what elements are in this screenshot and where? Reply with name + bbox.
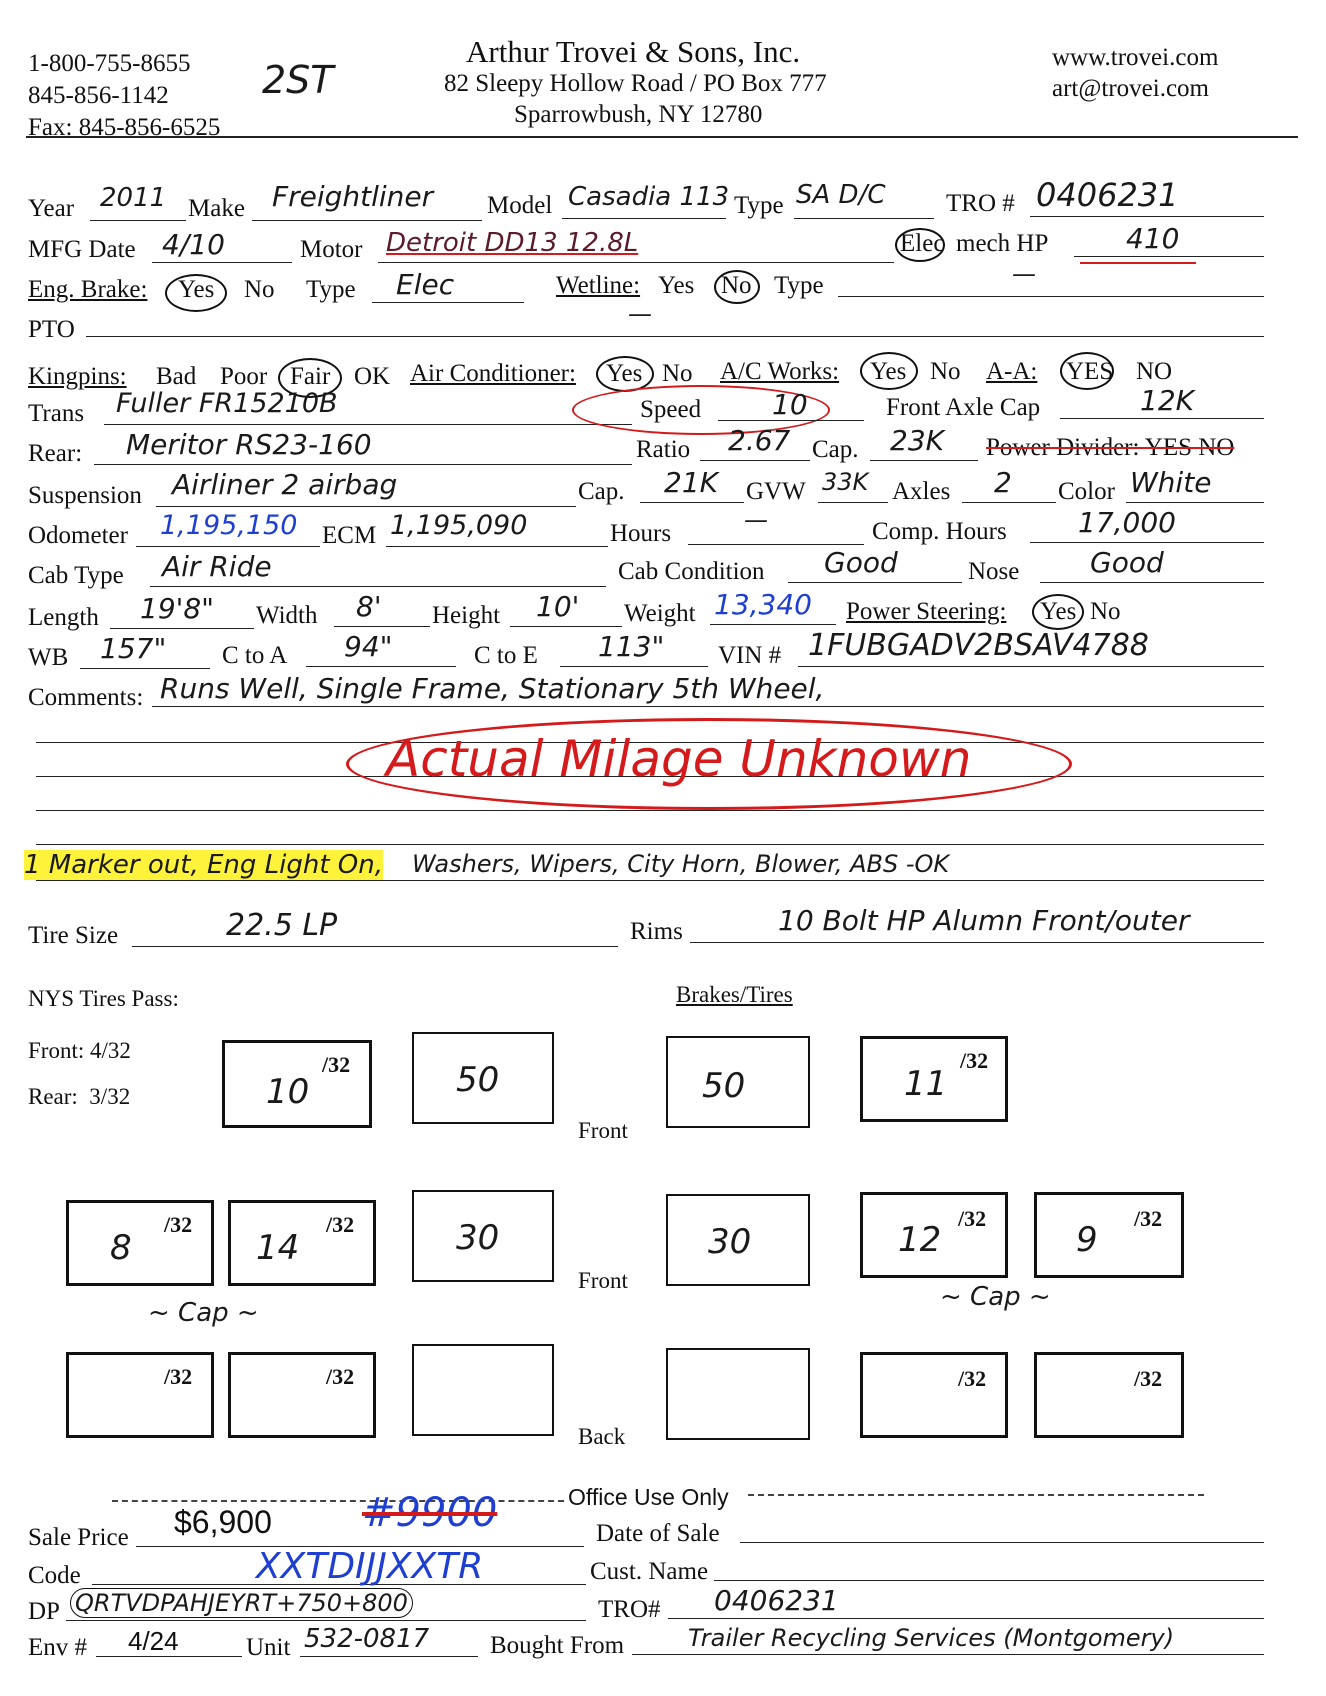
office-use-only-label: Office Use Only xyxy=(568,1484,729,1510)
eng-brake-type-value[interactable]: Elec xyxy=(396,268,455,301)
company-email[interactable]: art@trovei.com xyxy=(1052,75,1209,102)
eng-brake-no[interactable]: No xyxy=(244,276,275,303)
vin-value[interactable]: 1FUBGADV2BSAV4788 xyxy=(808,628,1149,663)
bought-from-label: Bought From xyxy=(490,1632,625,1659)
mfg-date-line xyxy=(152,262,292,263)
width-line xyxy=(334,626,430,627)
date-of-sale-line xyxy=(740,1542,1264,1543)
weight-value[interactable]: 13,340 xyxy=(714,588,812,621)
motor-line xyxy=(378,262,894,263)
company-address-2: Sparrowbush, NY 12780 xyxy=(514,101,763,128)
cab-condition-label: Cab Condition xyxy=(618,558,765,585)
rims-line xyxy=(690,942,1264,943)
ecm-value[interactable]: 1,195,090 xyxy=(390,510,528,541)
tread-value[interactable]: 14 xyxy=(256,1228,300,1268)
rims-label: Rims xyxy=(630,918,683,945)
year-value[interactable]: 2011 xyxy=(100,183,167,213)
power-steering-no[interactable]: No xyxy=(1090,598,1121,625)
speed-value[interactable]: 10 xyxy=(772,388,808,421)
front-axle-cap-line xyxy=(1060,418,1264,419)
ac-no[interactable]: No xyxy=(662,360,693,387)
wetline-type-value[interactable]: — xyxy=(1012,260,1036,288)
fax-number: Fax: 845-856-6525 xyxy=(28,114,221,141)
width-label: Width xyxy=(256,602,318,629)
hours-label: Hours xyxy=(610,520,672,547)
suspension-value[interactable]: Airliner 2 airbag xyxy=(172,468,398,501)
cap-note-right: ~ Cap ~ xyxy=(940,1282,1051,1312)
tread-value[interactable]: 11 xyxy=(904,1064,948,1104)
tro-office-value[interactable]: 0406231 xyxy=(714,1584,839,1617)
speed-label: Speed xyxy=(640,396,702,423)
length-label: Length xyxy=(28,604,99,631)
c-to-e-line xyxy=(560,666,708,667)
company-website[interactable]: www.trovei.com xyxy=(1052,44,1219,71)
tread-value[interactable]: 10 xyxy=(266,1072,310,1112)
height-value[interactable]: 10' xyxy=(536,590,580,623)
height-line xyxy=(510,626,622,627)
kingpins-fair[interactable]: Fair xyxy=(290,363,331,390)
cab-type-label: Cab Type xyxy=(28,562,124,589)
ecm-line xyxy=(386,546,608,547)
suspension-cap-label: Cap. xyxy=(578,478,625,505)
nose-value[interactable]: Good xyxy=(1090,546,1164,579)
gvw-line xyxy=(818,502,888,503)
dp-label: DP xyxy=(28,1598,60,1625)
cust-name-line xyxy=(714,1580,1264,1581)
dp-value[interactable]: QRTVDPAHJEYRT+750+800 xyxy=(70,1588,413,1618)
cab-condition-value[interactable]: Good xyxy=(824,546,898,579)
wb-value[interactable]: 157" xyxy=(100,632,167,665)
brake-box[interactable] xyxy=(666,1348,810,1440)
aa-no[interactable]: NO xyxy=(1136,358,1173,385)
cust-name-label: Cust. Name xyxy=(590,1558,709,1585)
unit-value[interactable]: 532-0817 xyxy=(304,1624,430,1654)
weight-line xyxy=(710,624,836,625)
bought-from-line xyxy=(632,1654,1264,1655)
suspension-cap-line xyxy=(640,502,744,503)
type-label: Type xyxy=(734,192,784,219)
cab-type-line xyxy=(150,586,606,587)
comments-line-1 xyxy=(152,706,1264,707)
axles-value[interactable]: 2 xyxy=(994,466,1012,499)
code-label: Code xyxy=(28,1562,81,1589)
comp-hours-label: Comp. Hours xyxy=(872,518,1007,545)
unit-line xyxy=(300,1656,478,1657)
comp-hours-line xyxy=(1030,542,1264,543)
mileage-note: Actual Milage Unknown xyxy=(386,730,972,788)
height-label: Height xyxy=(432,602,501,629)
suspension-label: Suspension xyxy=(28,482,142,509)
model-line xyxy=(562,218,726,219)
wetline-no[interactable]: No xyxy=(721,272,752,299)
make-label: Make xyxy=(188,195,245,222)
type-value[interactable]: SA D/C xyxy=(796,180,886,210)
phone-2: 845-856-1142 xyxy=(28,82,169,109)
odometer-line xyxy=(136,546,320,547)
wetline-label: Wetline: xyxy=(556,272,641,299)
aa-label: A-A: xyxy=(986,358,1038,385)
front-axle-label: Front xyxy=(578,1268,628,1293)
ac-works-label: A/C Works: xyxy=(720,358,840,385)
issues-rest: Washers, Wipers, City Horn, Blower, ABS -OK xyxy=(412,850,950,878)
hours-value[interactable]: — xyxy=(744,506,768,534)
eng-brake-label: Eng. Brake: xyxy=(28,276,148,303)
trans-label: Trans xyxy=(28,400,85,427)
tread-fraction: /32 xyxy=(326,1364,355,1389)
nose-line xyxy=(1040,582,1264,583)
tire-tread-box[interactable] xyxy=(1034,1352,1184,1438)
header-divider xyxy=(26,136,1298,138)
ac-works-no[interactable]: No xyxy=(930,358,961,385)
comments-line-4 xyxy=(36,810,1264,811)
length-line xyxy=(110,628,254,629)
sale-price-value[interactable]: $6,900 xyxy=(174,1504,272,1540)
power-divider-label: Power Divider: YES NO xyxy=(986,434,1235,461)
c-to-e-label: C to E xyxy=(474,642,538,669)
rear-cap-value[interactable]: 23K xyxy=(890,424,944,457)
c-to-a-value[interactable]: 94" xyxy=(344,630,393,663)
rear-label: Rear: xyxy=(28,440,83,467)
tire-size-value[interactable]: 22.5 LP xyxy=(226,908,338,943)
tread-fraction: /32 xyxy=(326,1212,355,1237)
nys-tires-pass-label: NYS Tires Pass: xyxy=(28,986,179,1011)
c-to-a-label: C to A xyxy=(222,642,288,669)
aa-yes[interactable]: YES xyxy=(1066,358,1114,385)
pto-label: PTO xyxy=(28,316,75,343)
rear-cap-line xyxy=(870,460,978,461)
hp-value[interactable]: 410 xyxy=(1126,222,1180,255)
color-label: Color xyxy=(1058,478,1115,505)
tread-value[interactable]: 9 xyxy=(1076,1220,1098,1260)
office-divider-right xyxy=(748,1494,1204,1496)
elec-label[interactable]: Elec xyxy=(900,230,945,257)
eng-brake-yes[interactable]: Yes xyxy=(178,276,215,303)
suspension-cap-value[interactable]: 21K xyxy=(664,466,718,499)
tread-fraction: /32 xyxy=(1134,1206,1163,1231)
weight-label: Weight xyxy=(624,600,696,627)
year-line xyxy=(90,220,186,221)
comp-hours-value[interactable]: 17,000 xyxy=(1078,506,1176,539)
wb-label: WB xyxy=(28,644,69,671)
model-value[interactable]: Casadia 113 xyxy=(568,182,730,212)
tro-office-line xyxy=(668,1618,1264,1619)
kingpins-bad[interactable]: Bad xyxy=(156,363,197,390)
dp-line xyxy=(66,1620,586,1621)
kingpins-poor[interactable]: Poor xyxy=(220,363,268,390)
motor-value[interactable]: Detroit DD13 12.8L xyxy=(386,228,639,258)
wetline-type-line xyxy=(838,296,1264,297)
front-axle-label: Front xyxy=(578,1118,628,1143)
make-line xyxy=(252,220,482,221)
tread-value[interactable]: 12 xyxy=(898,1220,942,1260)
mfg-date-value[interactable]: 4/10 xyxy=(162,228,225,261)
back-axle-label: Back xyxy=(578,1424,626,1449)
vin-line xyxy=(798,666,1264,667)
color-line xyxy=(1126,502,1264,503)
company-address-1: 82 Sleepy Hollow Road / PO Box 777 xyxy=(444,70,827,97)
suspension-line xyxy=(156,506,576,507)
motor-label: Motor xyxy=(300,236,363,263)
odometer-label: Odometer xyxy=(28,522,128,549)
type-line xyxy=(794,218,934,219)
ratio-line xyxy=(700,460,810,461)
old-price-value: #9900 xyxy=(362,1490,498,1536)
tread-fraction: /32 xyxy=(1134,1366,1163,1391)
tire-size-line xyxy=(132,946,618,947)
tread-fraction: /32 xyxy=(164,1212,193,1237)
nose-label: Nose xyxy=(968,558,1020,585)
vin-label: VIN # xyxy=(718,642,782,669)
env-label: Env # xyxy=(28,1634,88,1661)
trans-line xyxy=(104,424,632,425)
company-name: Arthur Trovei & Sons, Inc. xyxy=(466,34,801,69)
axles-label: Axles xyxy=(892,478,951,505)
axles-line xyxy=(962,502,1056,503)
pto-value[interactable]: — xyxy=(628,300,652,328)
ac-yes[interactable]: Yes xyxy=(606,360,643,387)
cab-type-value[interactable]: Air Ride xyxy=(162,550,272,583)
hp-red-underline xyxy=(1080,262,1196,264)
brake-value[interactable]: 50 xyxy=(456,1060,500,1100)
ac-works-yes[interactable]: Yes xyxy=(870,358,907,385)
mech-hp-label: mech HP xyxy=(956,230,1049,257)
comments-line-5 xyxy=(36,844,1264,845)
hp-line xyxy=(1074,256,1264,257)
front-axle-cap-label: Front Axle Cap xyxy=(886,394,1041,421)
air-conditioner-label: Air Conditioner: xyxy=(410,360,576,387)
ratio-value[interactable]: 2.67 xyxy=(728,424,791,457)
gvw-value[interactable]: 33K xyxy=(822,468,869,496)
c-to-a-line xyxy=(306,666,456,667)
brake-box[interactable] xyxy=(412,1344,554,1436)
power-steering-yes[interactable]: Yes xyxy=(1040,598,1077,625)
brake-value[interactable]: 50 xyxy=(702,1066,746,1106)
comments-value[interactable]: Runs Well, Single Frame, Stationary 5th Wheel, xyxy=(160,672,825,705)
pto-line xyxy=(86,336,1264,337)
rear-value[interactable]: Meritor RS23-160 xyxy=(126,428,372,461)
tread-value[interactable]: 8 xyxy=(110,1228,132,1268)
front-axle-cap-value[interactable]: 12K xyxy=(1140,384,1194,417)
tread-fraction: /32 xyxy=(960,1048,989,1073)
color-value[interactable]: White xyxy=(1130,466,1212,499)
kingpins-ok[interactable]: OK xyxy=(354,363,391,390)
brake-value[interactable]: 30 xyxy=(456,1218,500,1258)
tread-fraction: /32 xyxy=(958,1366,987,1391)
tire-size-label: Tire Size xyxy=(28,922,119,949)
cap-note-left: ~ Cap ~ xyxy=(148,1298,259,1328)
ratio-label: Ratio xyxy=(636,436,691,463)
issues-highlighted: 1 Marker out, Eng Light On, xyxy=(24,850,384,880)
year-label: Year xyxy=(28,195,75,222)
rear-cap-label: Cap. xyxy=(812,436,859,463)
comments-line-6 xyxy=(36,880,1264,881)
c-to-e-value[interactable]: 113" xyxy=(598,630,665,663)
rear-min-label: Rear: 3/32 xyxy=(28,1084,131,1109)
tread-fraction: /32 xyxy=(958,1206,987,1231)
tro-office-label: TRO# xyxy=(598,1596,661,1623)
odometer-value[interactable]: 1,195,150 xyxy=(160,510,298,541)
phone-1: 1-800-755-8655 xyxy=(28,50,191,77)
tread-fraction: /32 xyxy=(322,1052,351,1077)
rear-line xyxy=(94,464,632,465)
make-value[interactable]: Freightliner xyxy=(272,180,434,213)
gvw-label: GVW xyxy=(746,478,806,505)
cab-condition-line xyxy=(788,582,962,583)
handwritten-note: 2ST xyxy=(262,58,334,102)
front-min-label: Front: 4/32 xyxy=(28,1038,131,1063)
sale-price-label: Sale Price xyxy=(28,1524,129,1551)
tire-tread-box[interactable] xyxy=(860,1352,1008,1438)
brake-value[interactable]: 30 xyxy=(708,1222,752,1262)
tro-label: TRO # xyxy=(946,190,1015,217)
brakes-tires-label: Brakes/Tires xyxy=(676,982,793,1007)
ecm-label: ECM xyxy=(322,522,377,549)
power-steering-label: Power Steering: xyxy=(846,598,1007,625)
code-value[interactable]: XXTDIJJXXTR xyxy=(256,1546,484,1587)
trans-value[interactable]: Fuller FR15210B xyxy=(116,388,338,419)
tire-tread-box[interactable] xyxy=(1034,1192,1184,1278)
model-label: Model xyxy=(487,192,553,219)
length-value[interactable]: 19'8" xyxy=(140,592,215,625)
rims-value[interactable]: 10 Bolt HP Alumn Front/outer xyxy=(778,904,1190,937)
tread-fraction: /32 xyxy=(164,1364,193,1389)
wetline-type-label: Type xyxy=(774,272,824,299)
date-of-sale-label: Date of Sale xyxy=(596,1520,720,1547)
comments-label: Comments: xyxy=(28,684,144,711)
kingpins-label: Kingpins: xyxy=(28,363,127,390)
tro-line xyxy=(1030,216,1264,217)
bought-from-value[interactable]: Trailer Recycling Services (Montgomery) xyxy=(688,1624,1175,1652)
wetline-yes[interactable]: Yes xyxy=(658,272,695,299)
mfg-date-label: MFG Date xyxy=(28,236,136,263)
eng-brake-type-label: Type xyxy=(306,276,356,303)
tro-value[interactable]: 0406231 xyxy=(1036,176,1179,214)
hours-line xyxy=(688,544,864,545)
unit-label: Unit xyxy=(246,1634,291,1661)
env-value[interactable]: 4/24 xyxy=(128,1626,179,1656)
width-value[interactable]: 8' xyxy=(356,590,382,623)
wb-line xyxy=(80,668,210,669)
eng-brake-type-line xyxy=(372,302,524,303)
